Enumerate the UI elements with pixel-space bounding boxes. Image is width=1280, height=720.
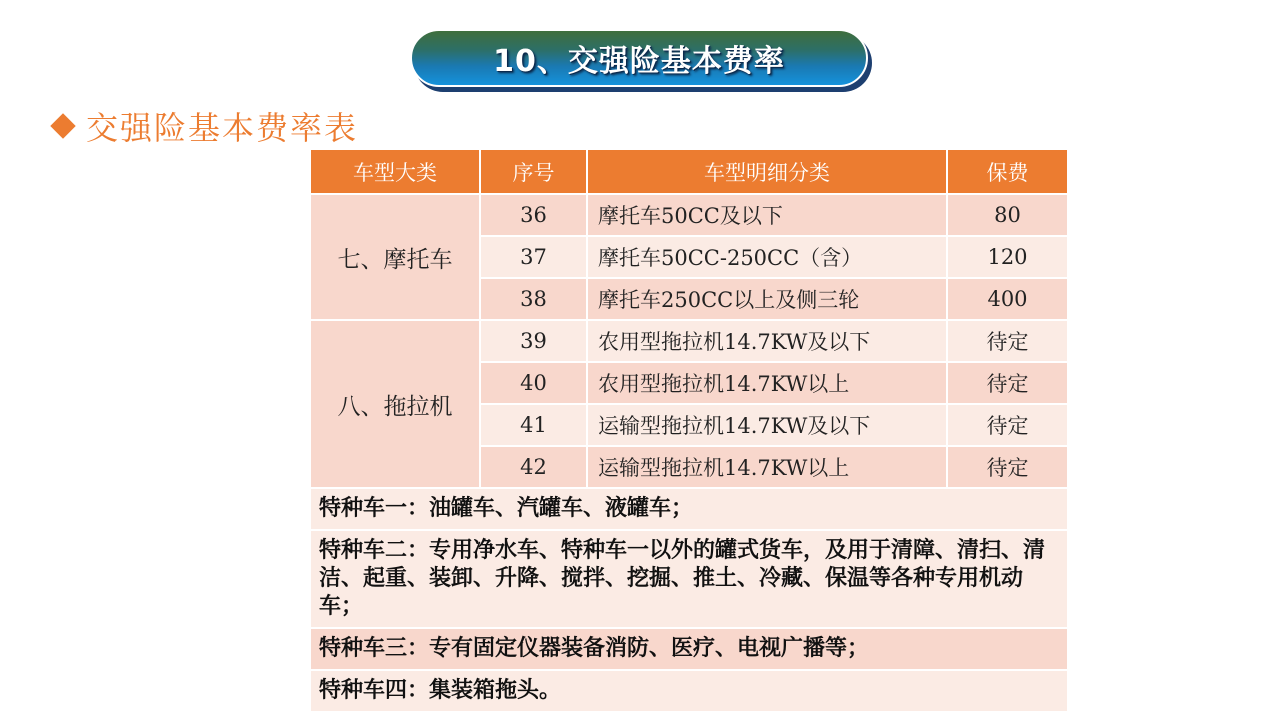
table-row [311,194,1067,236]
row-fee: 120 [947,236,1067,278]
row-fee: 80 [947,194,1067,236]
category-cell-tractor: 八、拖拉机 [311,320,480,488]
title-pill [410,29,868,87]
table-row [311,320,1067,362]
row-number: 41 [480,404,587,446]
header-detail: 车型明细分类 [587,150,947,194]
row-detail: 农用型拖拉机14.7KW及以下 [587,320,947,362]
row-detail: 摩托车250CC以上及侧三轮 [587,278,947,320]
slide-title-banner [410,29,874,93]
row-number: 37 [480,236,587,278]
row-fee: 待定 [947,446,1067,488]
row-detail: 运输型拖拉机14.7KW及以下 [587,404,947,446]
note-special-vehicle-4: 特种车四：集装箱拖头。 [311,670,1067,712]
slide-title: 10、交强险基本费率 [493,44,785,79]
row-fee: 待定 [947,404,1067,446]
note-row [311,670,1067,712]
header-category: 车型大类 [311,150,480,194]
note-special-vehicle-3: 特种车三：专有固定仪器装备消防、医疗、电视广播等； [311,628,1067,670]
row-number: 36 [480,194,587,236]
note-row [311,488,1067,530]
row-number: 40 [480,362,587,404]
row-detail: 运输型拖拉机14.7KW以上 [587,446,947,488]
note-row [311,530,1067,628]
row-fee: 400 [947,278,1067,320]
row-fee: 待定 [947,320,1067,362]
diamond-bullet-icon [50,113,75,138]
note-special-vehicle-2: 特种车二：专用净水车、特种车一以外的罐式货车，及用于清障、清扫、清洁、起重、装卸、升降、搅拌、挖掘、推土、冷藏、保温等各种专用机动车； [311,530,1067,628]
row-fee: 待定 [947,362,1067,404]
row-detail: 摩托车50CC-250CC（含） [587,236,947,278]
section-heading-text: 交强险基本费率表 [86,109,359,147]
row-number: 38 [480,278,587,320]
note-special-vehicle-1: 特种车一：油罐车、汽罐车、液罐车； [311,488,1067,530]
header-number: 序号 [480,150,587,194]
row-detail: 摩托车50CC及以下 [587,194,947,236]
row-number: 39 [480,320,587,362]
section-heading [52,104,358,148]
header-fee: 保费 [947,150,1067,194]
table-header-row [311,150,1067,194]
note-row [311,628,1067,670]
rate-table [311,150,1067,713]
row-detail: 农用型拖拉机14.7KW以上 [587,362,947,404]
row-number: 42 [480,446,587,488]
category-cell-motorcycle: 七、摩托车 [311,194,480,320]
